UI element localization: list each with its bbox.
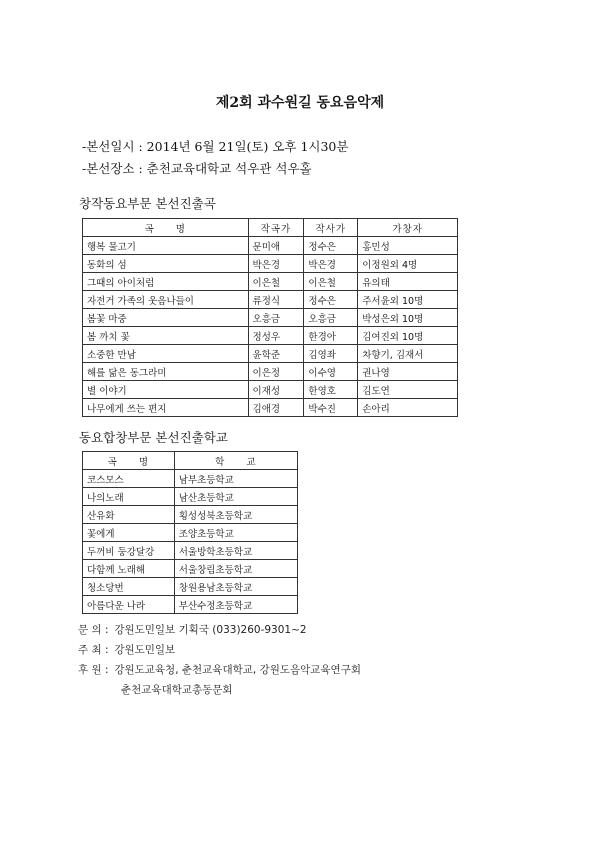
table-cell: 해를 닮은 동그라미 <box>83 363 249 381</box>
footer-sponsor <box>78 662 361 677</box>
table-cell: 김도연 <box>358 381 458 399</box>
table-row <box>83 237 458 255</box>
inquiry-label: 문 의 : <box>78 624 109 636</box>
table-cell: 횡성성북초등학교 <box>174 506 297 524</box>
table-cell: 조양초등학교 <box>174 524 297 542</box>
table-cell: 창원용남초등학교 <box>174 578 297 596</box>
table-cell: 차향기, 김재서 <box>358 345 458 363</box>
table-cell: 부산수정초등학교 <box>174 596 297 614</box>
event-venue: -본선장소 : 춘천교육대학교 석우관 석우홀 <box>82 161 312 176</box>
table-cell: 한경아 <box>304 327 358 345</box>
choir-header-row <box>83 452 298 470</box>
table-row <box>83 399 458 417</box>
host-value: 강원도민일보 <box>114 644 176 656</box>
table-cell: 오흥금 <box>304 309 358 327</box>
table-cell: 김여진외 10명 <box>358 327 458 345</box>
songs-section-heading: 창작동요부문 본선진출곡 <box>79 196 216 211</box>
table-cell: 김영좌 <box>304 345 358 363</box>
table-row <box>83 596 298 614</box>
header-composer: 작곡가 <box>248 219 304 237</box>
table-cell: 이은철 <box>304 273 358 291</box>
table-cell: 정수은 <box>304 237 358 255</box>
table-cell: 행복 물고기 <box>83 237 249 255</box>
table-cell: 류정식 <box>248 291 304 309</box>
table-row <box>83 291 458 309</box>
header-song-title: 곡 명 <box>83 219 249 237</box>
table-cell: 나무에게 쓰는 편지 <box>83 399 249 417</box>
table-cell: 정성우 <box>248 327 304 345</box>
table-cell: 박은경 <box>304 255 358 273</box>
table-cell: 유의태 <box>358 273 458 291</box>
table-row <box>83 524 298 542</box>
table-cell: 정수은 <box>304 291 358 309</box>
page-title: 제2회 과수원길 동요음악제 <box>215 95 385 111</box>
table-cell: 한영호 <box>304 381 358 399</box>
table-cell: 남부초등학교 <box>174 470 297 488</box>
table-cell: 봄 까치 꽃 <box>83 327 249 345</box>
table-cell: 서울방학초등학교 <box>174 542 297 560</box>
table-cell: 자전거 가족의 웃음나들이 <box>83 291 249 309</box>
choir-section-heading: 동요합창부문 본선진출학교 <box>79 430 228 445</box>
table-cell: 다함께 노래해 <box>83 560 175 578</box>
table-row <box>83 273 458 291</box>
table-cell: 아름다운 나라 <box>83 596 175 614</box>
table-cell: 봄꽃 마중 <box>83 309 249 327</box>
table-cell: 이은철 <box>248 273 304 291</box>
event-date: -본선일시 : 2014년 6월 21일(토) 오후 1시30분 <box>82 139 349 154</box>
sponsor-label: 후 원 : <box>78 664 109 676</box>
table-cell: 이재성 <box>248 381 304 399</box>
header-choir-song: 곡 명 <box>83 452 175 470</box>
table-row <box>83 363 458 381</box>
table-row <box>83 578 298 596</box>
table-cell: 오흥금 <box>248 309 304 327</box>
table-row <box>83 542 298 560</box>
table-row <box>83 560 298 578</box>
inquiry-value: 강원도민일보 기획국 (033)260-9301~2 <box>114 624 307 636</box>
table-cell: 박수진 <box>304 399 358 417</box>
table-row <box>83 327 458 345</box>
table-cell: 코스모스 <box>83 470 175 488</box>
table-cell: 홍민성 <box>358 237 458 255</box>
sponsor-value: 강원도교육청, 춘천교육대학교, 강원도음악교육연구회 <box>114 664 361 676</box>
table-cell: 동화의 섬 <box>83 255 249 273</box>
table-cell: 두꺼비 둥강달강 <box>83 542 175 560</box>
header-singer: 가창자 <box>358 219 458 237</box>
table-cell: 박은경 <box>248 255 304 273</box>
header-lyricist: 작사가 <box>304 219 358 237</box>
table-cell: 나의노래 <box>83 488 175 506</box>
table-cell: 이은정 <box>248 363 304 381</box>
table-row <box>83 309 458 327</box>
table-cell: 남산초등학교 <box>174 488 297 506</box>
table-cell: 꽃에게 <box>83 524 175 542</box>
table-cell: 그때의 아이처럼 <box>83 273 249 291</box>
table-cell: 문미애 <box>248 237 304 255</box>
footer-sponsor-line2: 춘천교육대학교총동문회 <box>121 684 233 696</box>
table-cell: 이정원외 4명 <box>358 255 458 273</box>
footer-host <box>78 642 175 657</box>
header-school: 학 교 <box>174 452 297 470</box>
table-cell: 주서윤외 10명 <box>358 291 458 309</box>
table-cell: 이수영 <box>304 363 358 381</box>
songs-table <box>82 218 458 417</box>
table-row <box>83 255 458 273</box>
table-cell: 손아리 <box>358 399 458 417</box>
table-row <box>83 506 298 524</box>
table-cell: 산유화 <box>83 506 175 524</box>
table-cell: 박성은외 10명 <box>358 309 458 327</box>
footer-inquiry <box>78 622 307 637</box>
table-row <box>83 470 298 488</box>
choir-table <box>82 451 298 614</box>
table-row <box>83 488 298 506</box>
table-row <box>83 345 458 363</box>
table-row <box>83 381 458 399</box>
host-label: 주 최 : <box>78 644 109 656</box>
table-cell: 윤학준 <box>248 345 304 363</box>
table-cell: 권나영 <box>358 363 458 381</box>
table-cell: 소중한 만남 <box>83 345 249 363</box>
table-cell: 별 이야기 <box>83 381 249 399</box>
table-cell: 청소당번 <box>83 578 175 596</box>
songs-header-row <box>83 219 458 237</box>
table-cell: 김애경 <box>248 399 304 417</box>
table-cell: 서울창림초등학교 <box>174 560 297 578</box>
